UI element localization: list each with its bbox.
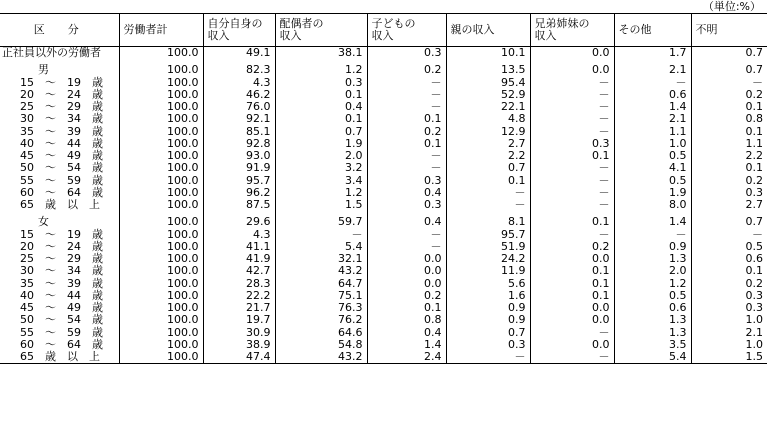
table-row — [0, 64, 767, 76]
value-cell: 0.3 — [275, 77, 367, 89]
value-cell: 4.1 — [614, 162, 691, 174]
value-cell: 0.3 — [530, 138, 614, 150]
value-cell: 0.5 — [614, 290, 691, 302]
value-cell: 43.2 — [275, 351, 367, 364]
value-cell: 13.5 — [446, 64, 530, 76]
value-cell: 0.5 — [614, 175, 691, 187]
value-cell: 10.1 — [446, 47, 530, 60]
value-cell: 100.0 — [119, 339, 203, 351]
value-cell: 0.9 — [614, 241, 691, 253]
value-cell: － — [530, 113, 614, 125]
column-header: 自分自身の 収入 — [203, 14, 275, 47]
value-cell: 0.1 — [367, 302, 446, 314]
value-cell: 1.2 — [275, 64, 367, 76]
value-cell: 0.3 — [367, 47, 446, 60]
value-cell: － — [275, 229, 367, 241]
value-cell: 64.6 — [275, 327, 367, 339]
row-label: 55 ～ 59 歳 — [20, 173, 103, 187]
value-cell: 64.7 — [275, 278, 367, 290]
value-cell: 0.0 — [367, 265, 446, 277]
row-label: 45 ～ 49 歳 — [20, 301, 103, 315]
value-cell: 100.0 — [119, 278, 203, 290]
value-cell: － — [530, 175, 614, 187]
value-cell: 12.9 — [446, 126, 530, 138]
value-cell: 0.0 — [367, 253, 446, 265]
row-label: 40 ～ 44 歳 — [20, 288, 103, 302]
table-row — [0, 126, 767, 138]
value-cell: 0.5 — [691, 241, 767, 253]
value-cell: 0.1 — [275, 113, 367, 125]
value-cell: － — [367, 162, 446, 174]
value-cell: 0.1 — [446, 175, 530, 187]
value-cell: 54.8 — [275, 339, 367, 351]
value-cell: 51.9 — [446, 241, 530, 253]
value-cell: 0.1 — [691, 101, 767, 113]
value-cell: 4.3 — [203, 229, 275, 241]
value-cell: 5.6 — [446, 278, 530, 290]
table-row — [0, 229, 767, 241]
table-row — [0, 253, 767, 265]
value-cell: 0.0 — [530, 314, 614, 326]
table-body — [0, 47, 767, 364]
value-cell: 1.3 — [614, 327, 691, 339]
value-cell: 41.9 — [203, 253, 275, 265]
value-cell: 2.1 — [691, 327, 767, 339]
value-cell: 100.0 — [119, 77, 203, 89]
value-cell: 0.2 — [367, 126, 446, 138]
value-cell: 0.3 — [446, 339, 530, 351]
column-header: 兄弟姉妹の 収入 — [530, 14, 614, 47]
value-cell: 46.2 — [203, 89, 275, 101]
value-cell: － — [530, 89, 614, 101]
value-cell: 0.3 — [691, 290, 767, 302]
table-row — [0, 265, 767, 277]
table-row — [0, 89, 767, 101]
value-cell: 100.0 — [119, 199, 203, 211]
value-cell: 0.3 — [367, 199, 446, 211]
value-cell: 100.0 — [119, 290, 203, 302]
row-label: 男 — [38, 63, 49, 77]
value-cell: 76.2 — [275, 314, 367, 326]
value-cell: － — [614, 229, 691, 241]
value-cell: 0.6 — [614, 89, 691, 101]
value-cell: 1.0 — [691, 314, 767, 326]
row-label: 30 ～ 34 歳 — [20, 112, 103, 126]
value-cell: 8.1 — [446, 216, 530, 228]
value-cell: 100.0 — [119, 64, 203, 76]
value-cell: 1.4 — [367, 339, 446, 351]
row-label: 40 ～ 44 歳 — [20, 136, 103, 150]
value-cell: 76.0 — [203, 101, 275, 113]
value-cell: 0.1 — [530, 150, 614, 162]
value-cell: 95.7 — [446, 229, 530, 241]
value-cell: 0.2 — [530, 241, 614, 253]
value-cell: 22.1 — [446, 101, 530, 113]
value-cell: 1.1 — [691, 138, 767, 150]
value-cell: － — [367, 89, 446, 101]
column-header: 配偶者の 収入 — [275, 14, 367, 47]
value-cell: 0.0 — [530, 339, 614, 351]
value-cell: 0.1 — [367, 113, 446, 125]
value-cell: － — [614, 77, 691, 89]
value-cell: 0.1 — [530, 290, 614, 302]
value-cell: 0.9 — [446, 302, 530, 314]
value-cell: 0.4 — [367, 187, 446, 199]
row-label: 20 ～ 24 歳 — [20, 87, 103, 101]
table-row — [0, 175, 767, 187]
value-cell: 0.0 — [530, 47, 614, 60]
value-cell: 1.0 — [691, 339, 767, 351]
value-cell: 0.6 — [614, 302, 691, 314]
value-cell: 32.1 — [275, 253, 367, 265]
value-cell: 1.9 — [614, 187, 691, 199]
value-cell: 38.9 — [203, 339, 275, 351]
value-cell: 0.1 — [691, 126, 767, 138]
value-cell: 3.2 — [275, 162, 367, 174]
value-cell: － — [691, 229, 767, 241]
table-row — [0, 187, 767, 199]
value-cell: － — [446, 199, 530, 211]
value-cell: 100.0 — [119, 327, 203, 339]
value-cell: 0.3 — [691, 187, 767, 199]
value-cell: 47.4 — [203, 351, 275, 364]
value-cell: 0.0 — [530, 253, 614, 265]
value-cell: 28.3 — [203, 278, 275, 290]
row-label: 正社員以外の労働者 — [2, 46, 101, 60]
value-cell: 0.0 — [530, 302, 614, 314]
value-cell: 76.3 — [275, 302, 367, 314]
value-cell: 0.1 — [691, 162, 767, 174]
value-cell: 100.0 — [119, 265, 203, 277]
row-label: 25 ～ 29 歳 — [20, 100, 103, 114]
value-cell: 38.1 — [275, 47, 367, 60]
row-label: 20 ～ 24 歳 — [20, 239, 103, 253]
row-label: 65 歳 以 上 — [0, 351, 119, 364]
value-cell: 0.2 — [691, 175, 767, 187]
value-cell: 0.0 — [530, 64, 614, 76]
value-cell: 0.1 — [691, 265, 767, 277]
value-cell: 8.0 — [614, 199, 691, 211]
value-cell: － — [691, 77, 767, 89]
value-cell: － — [530, 351, 614, 364]
value-cell: 24.2 — [446, 253, 530, 265]
table-row — [0, 138, 767, 150]
value-cell: 19.7 — [203, 314, 275, 326]
value-cell: 1.3 — [614, 253, 691, 265]
value-cell: － — [530, 77, 614, 89]
value-cell: 100.0 — [119, 138, 203, 150]
value-cell: 95.4 — [446, 77, 530, 89]
value-cell: 0.5 — [614, 150, 691, 162]
value-cell: 0.0 — [367, 278, 446, 290]
unit-note: （単位:%） — [702, 0, 761, 13]
value-cell: 1.7 — [614, 47, 691, 60]
value-cell: 0.2 — [691, 89, 767, 101]
value-cell: 1.0 — [614, 138, 691, 150]
row-label: 55 ～ 59 歳 — [20, 325, 103, 339]
value-cell: 0.9 — [446, 314, 530, 326]
value-cell: － — [367, 241, 446, 253]
value-cell: 0.2 — [367, 64, 446, 76]
header-row — [0, 14, 767, 47]
value-cell: 2.1 — [614, 64, 691, 76]
table-row — [0, 77, 767, 89]
value-cell: － — [367, 101, 446, 113]
row-label: 女 — [38, 215, 49, 229]
value-cell: 100.0 — [119, 302, 203, 314]
value-cell: 0.7 — [691, 216, 767, 228]
value-cell: 96.2 — [203, 187, 275, 199]
table-row — [0, 162, 767, 174]
value-cell: 75.1 — [275, 290, 367, 302]
value-cell: 1.3 — [614, 314, 691, 326]
value-cell: 1.5 — [275, 199, 367, 211]
value-cell: 0.7 — [275, 126, 367, 138]
column-header-category: 区 分 — [0, 14, 119, 47]
row-label: 50 ～ 54 歳 — [20, 313, 103, 327]
value-cell: 0.1 — [530, 265, 614, 277]
value-cell: 42.7 — [203, 265, 275, 277]
row-label: 50 ～ 54 歳 — [20, 161, 103, 175]
row-label: 35 ～ 39 歳 — [20, 276, 103, 290]
table-row — [0, 47, 767, 60]
value-cell: 87.5 — [203, 199, 275, 211]
value-cell: 100.0 — [119, 314, 203, 326]
value-cell: － — [530, 327, 614, 339]
value-cell: 2.2 — [691, 150, 767, 162]
value-cell: 85.1 — [203, 126, 275, 138]
value-cell: 92.1 — [203, 113, 275, 125]
value-cell: 4.8 — [446, 113, 530, 125]
value-cell: － — [367, 150, 446, 162]
value-cell: 1.5 — [691, 351, 767, 364]
value-cell: 0.1 — [530, 278, 614, 290]
value-cell: 0.4 — [275, 101, 367, 113]
value-cell: 41.1 — [203, 241, 275, 253]
value-cell: 1.2 — [614, 278, 691, 290]
value-cell: 21.7 — [203, 302, 275, 314]
table-row — [0, 199, 767, 211]
value-cell: 2.7 — [691, 199, 767, 211]
value-cell: 0.7 — [446, 327, 530, 339]
value-cell: 59.7 — [275, 216, 367, 228]
value-cell: 100.0 — [119, 150, 203, 162]
income-source-table — [0, 13, 767, 364]
value-cell: 1.4 — [614, 101, 691, 113]
value-cell: 100.0 — [119, 229, 203, 241]
value-cell: 0.3 — [367, 175, 446, 187]
value-cell: 52.9 — [446, 89, 530, 101]
value-cell: 2.0 — [275, 150, 367, 162]
value-cell: 100.0 — [119, 216, 203, 228]
value-cell: 1.6 — [446, 290, 530, 302]
column-header: その他 — [614, 14, 691, 47]
value-cell: － — [446, 187, 530, 199]
value-cell: － — [530, 162, 614, 174]
value-cell: 49.1 — [203, 47, 275, 60]
value-cell: 5.4 — [275, 241, 367, 253]
value-cell: 0.7 — [691, 47, 767, 60]
row-label: 60 ～ 64 歳 — [20, 337, 103, 351]
value-cell: 43.2 — [275, 265, 367, 277]
value-cell: － — [367, 77, 446, 89]
value-cell: 1.4 — [614, 216, 691, 228]
value-cell: 0.2 — [367, 290, 446, 302]
value-cell: 2.4 — [367, 351, 446, 364]
value-cell: 92.8 — [203, 138, 275, 150]
value-cell: 100.0 — [119, 47, 203, 60]
table-row — [0, 113, 767, 125]
value-cell: 100.0 — [119, 162, 203, 174]
value-cell: 0.4 — [367, 327, 446, 339]
value-cell: 2.7 — [446, 138, 530, 150]
value-cell: 91.9 — [203, 162, 275, 174]
value-cell: － — [530, 126, 614, 138]
value-cell: 5.4 — [614, 351, 691, 364]
table-row — [0, 101, 767, 113]
value-cell: － — [530, 101, 614, 113]
value-cell: 0.1 — [367, 138, 446, 150]
value-cell: － — [530, 229, 614, 241]
value-cell: 3.5 — [614, 339, 691, 351]
table-row — [0, 241, 767, 253]
value-cell: 0.3 — [691, 302, 767, 314]
value-cell: 100.0 — [119, 351, 203, 364]
value-cell: 2.0 — [614, 265, 691, 277]
value-cell: 100.0 — [119, 175, 203, 187]
column-header: 不明 — [691, 14, 767, 47]
row-label: 15 ～ 19 歳 — [20, 227, 103, 241]
row-label: 65 歳 以 上 — [20, 198, 100, 212]
row-label: 45 ～ 49 歳 — [20, 149, 103, 163]
value-cell: 100.0 — [119, 101, 203, 113]
value-cell: 93.0 — [203, 150, 275, 162]
table-row — [0, 278, 767, 290]
table-row — [0, 150, 767, 162]
row-label: 35 ～ 39 歳 — [20, 124, 103, 138]
value-cell: 0.1 — [275, 89, 367, 101]
value-cell: 0.6 — [691, 253, 767, 265]
value-cell: 0.4 — [367, 216, 446, 228]
table-row — [0, 327, 767, 339]
value-cell: 1.9 — [275, 138, 367, 150]
table-row — [0, 302, 767, 314]
value-cell: 30.9 — [203, 327, 275, 339]
column-header: 子どもの 収入 — [367, 14, 446, 47]
column-header: 労働者計 — [119, 14, 203, 47]
table-row — [0, 216, 767, 228]
value-cell: 22.2 — [203, 290, 275, 302]
value-cell: － — [530, 187, 614, 199]
value-cell: － — [367, 229, 446, 241]
value-cell: 2.1 — [614, 113, 691, 125]
value-cell: 100.0 — [119, 113, 203, 125]
row-label: 60 ～ 64 歳 — [20, 185, 103, 199]
value-cell: － — [446, 351, 530, 364]
value-cell: 1.2 — [275, 187, 367, 199]
value-cell: 3.4 — [275, 175, 367, 187]
table-row — [0, 290, 767, 302]
value-cell: 0.7 — [691, 64, 767, 76]
table-row — [0, 314, 767, 326]
value-cell: 4.3 — [203, 77, 275, 89]
value-cell: 82.3 — [203, 64, 275, 76]
value-cell: 1.1 — [614, 126, 691, 138]
value-cell: 95.7 — [203, 175, 275, 187]
value-cell: 100.0 — [119, 253, 203, 265]
table-row — [0, 339, 767, 351]
value-cell: 0.7 — [446, 162, 530, 174]
value-cell: 0.2 — [691, 278, 767, 290]
value-cell: 0.1 — [530, 216, 614, 228]
row-label: 15 ～ 19 歳 — [20, 75, 103, 89]
value-cell: － — [530, 199, 614, 211]
value-cell: 11.9 — [446, 265, 530, 277]
row-label: 25 ～ 29 歳 — [20, 252, 103, 266]
value-cell: 100.0 — [119, 241, 203, 253]
value-cell: 0.8 — [367, 314, 446, 326]
value-cell: 0.8 — [691, 113, 767, 125]
value-cell: 100.0 — [119, 89, 203, 101]
column-header: 親の収入 — [446, 14, 530, 47]
value-cell: 100.0 — [119, 187, 203, 199]
value-cell: 2.2 — [446, 150, 530, 162]
row-label: 30 ～ 34 歳 — [20, 264, 103, 278]
value-cell: 100.0 — [119, 126, 203, 138]
value-cell: 29.6 — [203, 216, 275, 228]
table-row — [0, 351, 767, 364]
